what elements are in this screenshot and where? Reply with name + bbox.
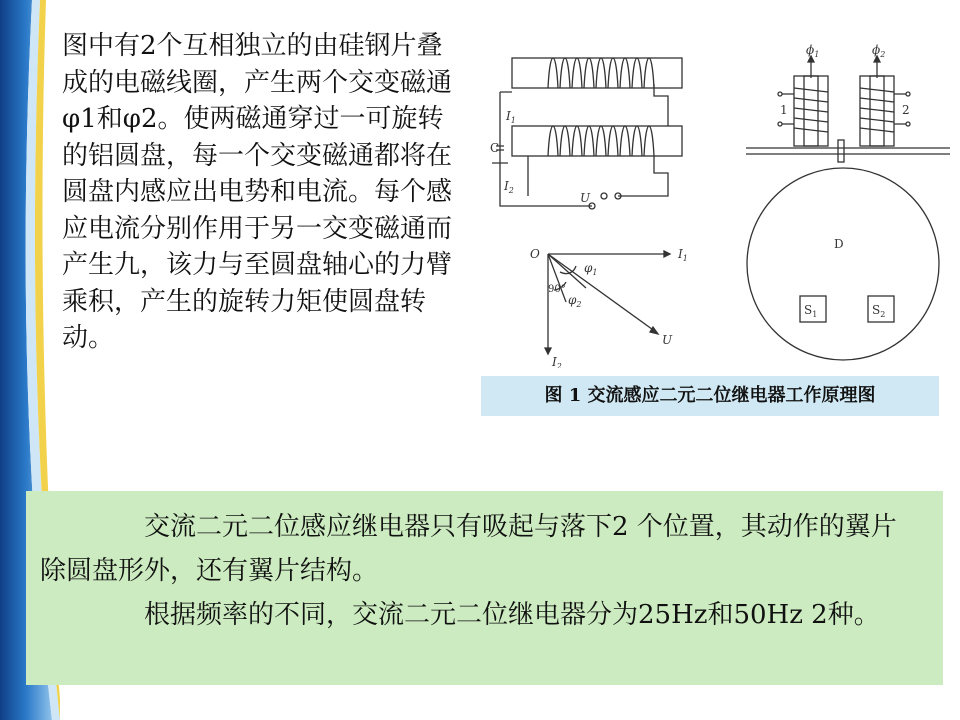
label-vphi2: $\varphi_2$: [568, 293, 582, 309]
label-i2: $I_2$: [504, 179, 514, 195]
label-s1: $S_1$: [804, 303, 818, 319]
lower-coil: [512, 126, 682, 156]
vector-diagram: [530, 247, 688, 368]
label-s2: $S_2$: [872, 303, 886, 319]
label-coil2: 2: [902, 103, 910, 117]
label-c: C: [490, 141, 500, 155]
label-coil1: 1: [780, 103, 788, 117]
label-90deg: 90°: [548, 284, 566, 295]
label-u: U: [580, 191, 591, 205]
label-i1: $I_1$: [506, 109, 516, 125]
relay-principle-figure: [488, 28, 958, 368]
label-vec-u: U: [662, 333, 673, 347]
summary-box: [26, 491, 943, 685]
label-phi2: $\phi_2$: [872, 43, 886, 59]
label-d: D: [834, 237, 844, 251]
main-paragraph: 图中有2个互相独立的由硅钢片叠成的电磁线圈，产生两个交变磁通φ1和φ2。使两磁通穿过一可旋转的铝圆盘，每一个交变磁通都将在圆盘内感应出电势和电流。每个感应电流分别作用于另一交变磁通而产生九，该力与至圆盘轴心的力臂乘积，产生的旋转力矩使圆盘转动。: [62, 31, 453, 353]
label-vphi1: $\varphi_1$: [584, 261, 598, 277]
figure-caption: 图 1 交流感应二元二位继电器工作原理图: [481, 376, 939, 416]
disc-assembly: [746, 43, 950, 360]
label-vec-i1: $I_1$: [678, 247, 688, 263]
label-vec-i2: $I_2$: [552, 355, 562, 368]
upper-coil: [512, 58, 682, 88]
label-phi1: $\phi_1$: [806, 43, 820, 59]
label-o: O: [530, 247, 540, 261]
summary-paragraph-1: 交流二元二位感应继电器只有吸起与落下2 个位置，其动作的翼片除圆盘形外，还有翼片结构。: [40, 512, 897, 586]
summary-paragraph-2: 根据频率的不同，交流二元二位继电器分为25Hz和50Hz 2种。: [144, 600, 880, 630]
